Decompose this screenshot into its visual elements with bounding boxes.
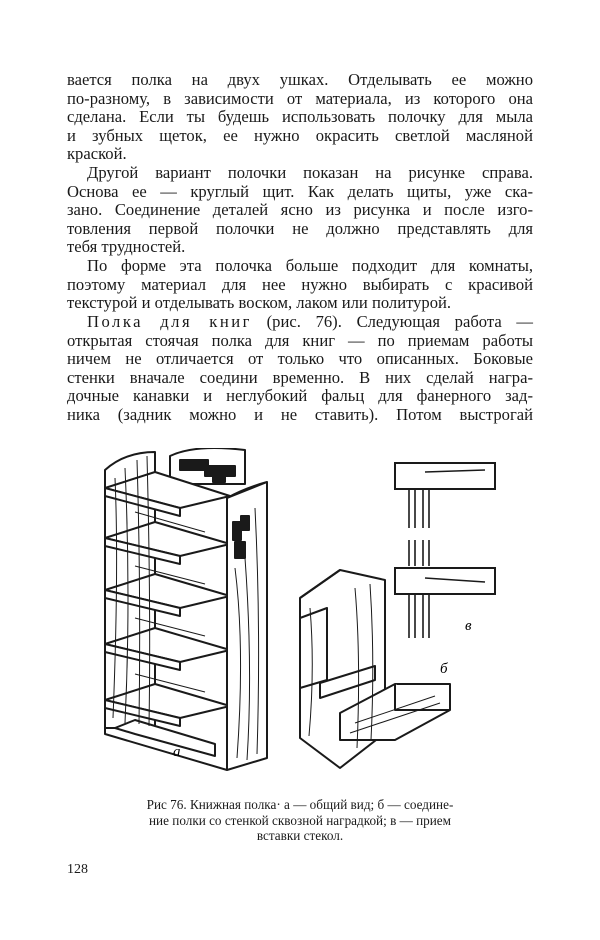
figure-caption (100, 797, 500, 844)
caption-line: ние полки со стенкой сквозной наградкой; в — прием (149, 812, 451, 828)
bookshelf-view-a (105, 448, 267, 770)
text-line: поэтому материал для нее нужно выбирать с красивой (67, 274, 533, 294)
text-line: дочные канавки и неглубокий фальц для фанерного зад- (67, 386, 533, 406)
bookshelf-illustration (95, 448, 515, 788)
text-line: зано. Соединение деталей ясно из рисунка и после изго- (67, 200, 533, 220)
text-line (67, 313, 533, 332)
text-line: текстурой и отделывать воском, лаком или политурой. (67, 293, 452, 313)
text-line: ничем не отличается от только что описанных. Боковые (67, 349, 533, 369)
text-line: по-разному, в зависимости от материала, из которого она (67, 88, 533, 108)
text-line: Основа ее — круглый щит. Как делать щиты, уже ска- (67, 181, 533, 201)
paragraph-2 (67, 164, 533, 257)
page-number: 128 (67, 862, 88, 877)
paragraph-3 (67, 257, 533, 313)
paragraph-4 (67, 313, 533, 425)
figure-label-b: б (440, 661, 448, 677)
section-heading: Полка для книг (87, 312, 252, 331)
caption-line: вставки стекол. (256, 828, 344, 843)
text-line: и зубных щеток, ее нужно окрасить светлой масляной (67, 125, 533, 145)
text-line: открытая стоячая полка для книг — по приемам работы (67, 330, 533, 350)
figure-label-a: а (173, 744, 181, 760)
text-line: По форме эта полочка больше подходит для комнаты, (87, 256, 533, 275)
paragraph-1 (67, 71, 533, 164)
caption-line: Рис 76. Книжная полка· а — общий вид; б — соедине- (146, 797, 454, 812)
joint-detail-b (300, 570, 450, 768)
text-line: сделана. Если ты будешь использовать полочку для мыла (67, 107, 533, 127)
text-line: стенки вначале соедини временно. В них сделай награ- (67, 367, 533, 387)
text-line: тебя трудностей. (67, 237, 186, 257)
text-line-rest: (рис. 76). Следующая работа — (266, 312, 533, 331)
text-line: краской. (67, 144, 127, 164)
figure-label-v: в (465, 618, 472, 634)
text-line: товления первой полочки не должно представлять для (67, 218, 533, 238)
text-line: Другой вариант полочки показан на рисунке справа. (87, 163, 533, 182)
glass-detail-v (395, 463, 495, 638)
text-line: вается полка на двух ушках. Отделывать ее можно (67, 70, 533, 89)
text-line: ника (задник можно и не ставить). Потом выстрогай (67, 404, 533, 424)
